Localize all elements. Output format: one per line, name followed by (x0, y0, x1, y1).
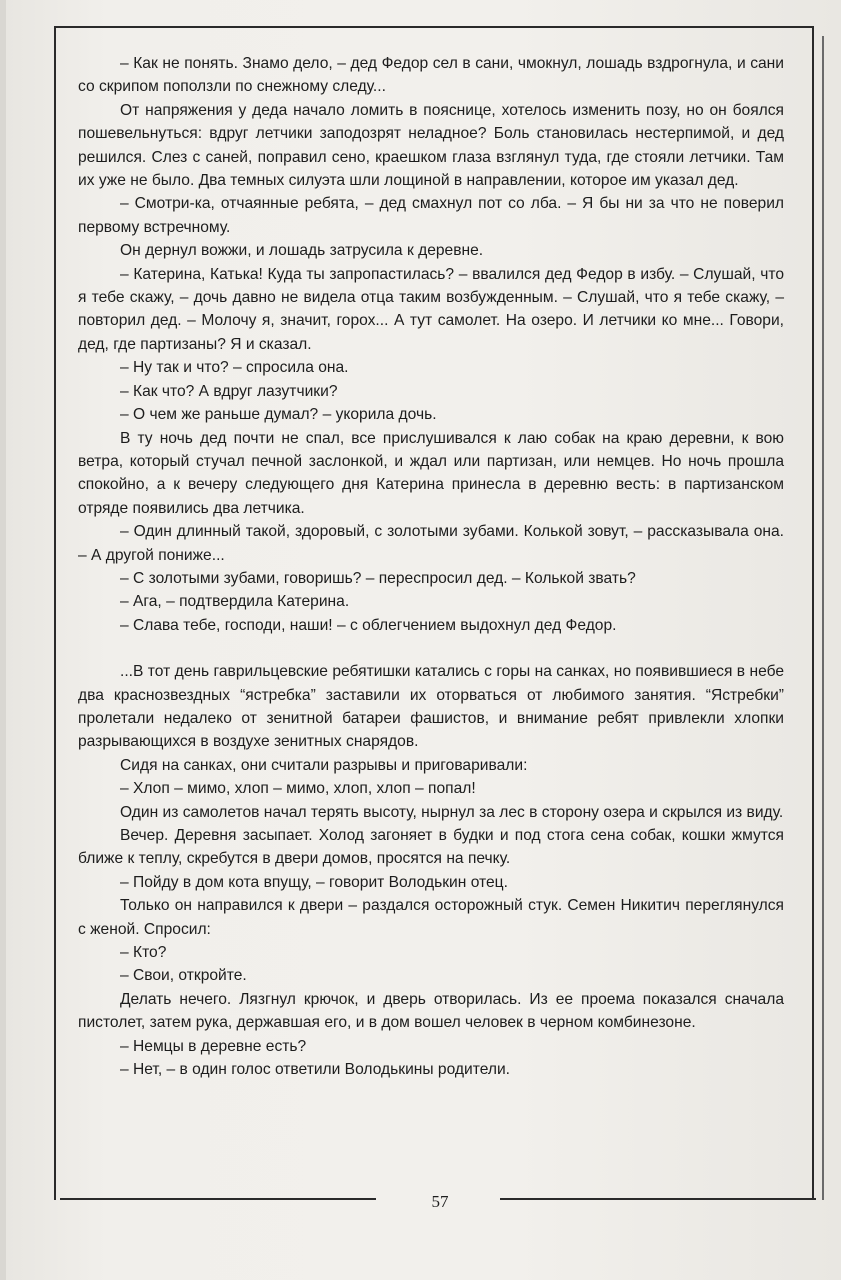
page-number: 57 (431, 1192, 449, 1211)
footer-rule-left (60, 1198, 376, 1200)
paragraph: – Пойду в дом кота впущу, – говорит Володькин отец. (120, 873, 508, 891)
paragraph: Один из самолетов начал терять высоту, нырнул за лес в сторону озера и скрылся из виду. (120, 803, 784, 821)
paragraph: Он дернул вожжи, и лошадь затрусила к деревне. (120, 242, 484, 260)
paragraph: – Смотри-ка, отчаянные ребята, – дед смахнул пот со лба. – Я бы ни за что не поверил первому встречному. (78, 195, 784, 236)
body-text (78, 52, 784, 1081)
paragraph: – Слава тебе, господи, наши! – с облегчением выдохнул дед Федор. (120, 616, 617, 634)
paragraph: – С золотыми зубами, говоришь? – переспросил дед. – Колькой звать? (120, 569, 636, 587)
paragraph: – Свои, откройте. (120, 967, 247, 985)
paragraph: ...В тот день гаврильцевские ребятишки катались с горы на санках, но появившиеся в небе два краснозвездных “ястребка” заставили их оторваться от любимого занятия. “Ястребки” пролетали недалеко от зенитной батареи фашистов, и внимание ребят привлекли хлопки разрывающихся в воздухе зенитных снарядов. (78, 663, 784, 751)
paragraph: – Немцы в деревне есть? (120, 1037, 307, 1055)
paragraph: – Ага, – подтвердила Катерина. (120, 593, 350, 611)
book-page (6, 0, 841, 1280)
paragraph: – О чем же раньше думал? – укорила дочь. (120, 406, 437, 424)
paragraph: – Один длинный такой, здоровый, с золотыми зубами. Колькой зовут, – рассказывала она. – А другой пониже... (78, 523, 784, 564)
paragraph: – Как не понять. Знамо дело, – дед Федор сел в сани, чмокнул, лошадь вздрогнула, и сани со скрипом поползли по снежному следу... (78, 55, 784, 96)
paragraph: – Кто? (120, 944, 167, 962)
paragraph: В ту ночь дед почти не спал, все прислушивался к лаю собак на краю деревни, к вою ветра, который стучал печной заслонкой, и ждал или партизан, или немцев. Но ночь прошла спокойно, а к вечеру следующего дня Катерина принесла в деревню весть: в партизанском отряде появились два летчика. (78, 429, 784, 517)
paragraph: – Хлоп – мимо, хлоп – мимо, хлоп, хлоп – попал! (120, 780, 476, 798)
paragraph: Сидя на санках, они считали разрывы и приговаривали: (120, 756, 528, 774)
paragraph: Только он направился к двери – раздался осторожный стук. Семен Никитич переглянулся с женой. Спросил: (78, 897, 784, 938)
paragraph: Вечер. Деревня засыпает. Холод загоняет в будки и под стога сена собак, кошки жмутся ближе к теплу, скребутся в двери домов, просятся на печку. (78, 827, 784, 868)
paragraph: От напряжения у деда начало ломить в пояснице, хотелось изменить позу, но он боялся пошевельнуться: вдруг летчики заподозрят неладное? Боль становилась нестерпимой, и дед решился. Слез с саней, поправил сено, краешком глаза взглянул туда, где стояли летчики. Там их уже не было. Два темных силуэта шли лощиной в направлении, которое им указал дед. (78, 101, 784, 190)
paragraph: – Катерина, Катька! Куда ты запропастилась? – ввалился дед Федор в избу. – Слушай, что я тебе скажу, – дочь давно не видела отца таким возбужденным. – Слушай, что я тебе скажу, – повторил дед. – Молочу я, значит, горох... А тут самолет. На озеро. И летчики ко мне... Говори, дед, где партизаны? Я и сказал. (78, 265, 784, 353)
paragraph: – Как что? А вдруг лазутчики? (120, 382, 338, 400)
paragraph: – Нет, – в один голос ответили Володькины родители. (120, 1061, 511, 1079)
paragraph: Делать нечего. Лязгнул крючок, и дверь отворилась. Из ее проема показался сначала пистолет, затем рука, державшая его, и в дом вошел человек в черном комбинезоне. (78, 990, 784, 1032)
paragraph: – Ну так и что? – спросила она. (120, 359, 349, 377)
footer-rule-right (500, 1198, 816, 1200)
